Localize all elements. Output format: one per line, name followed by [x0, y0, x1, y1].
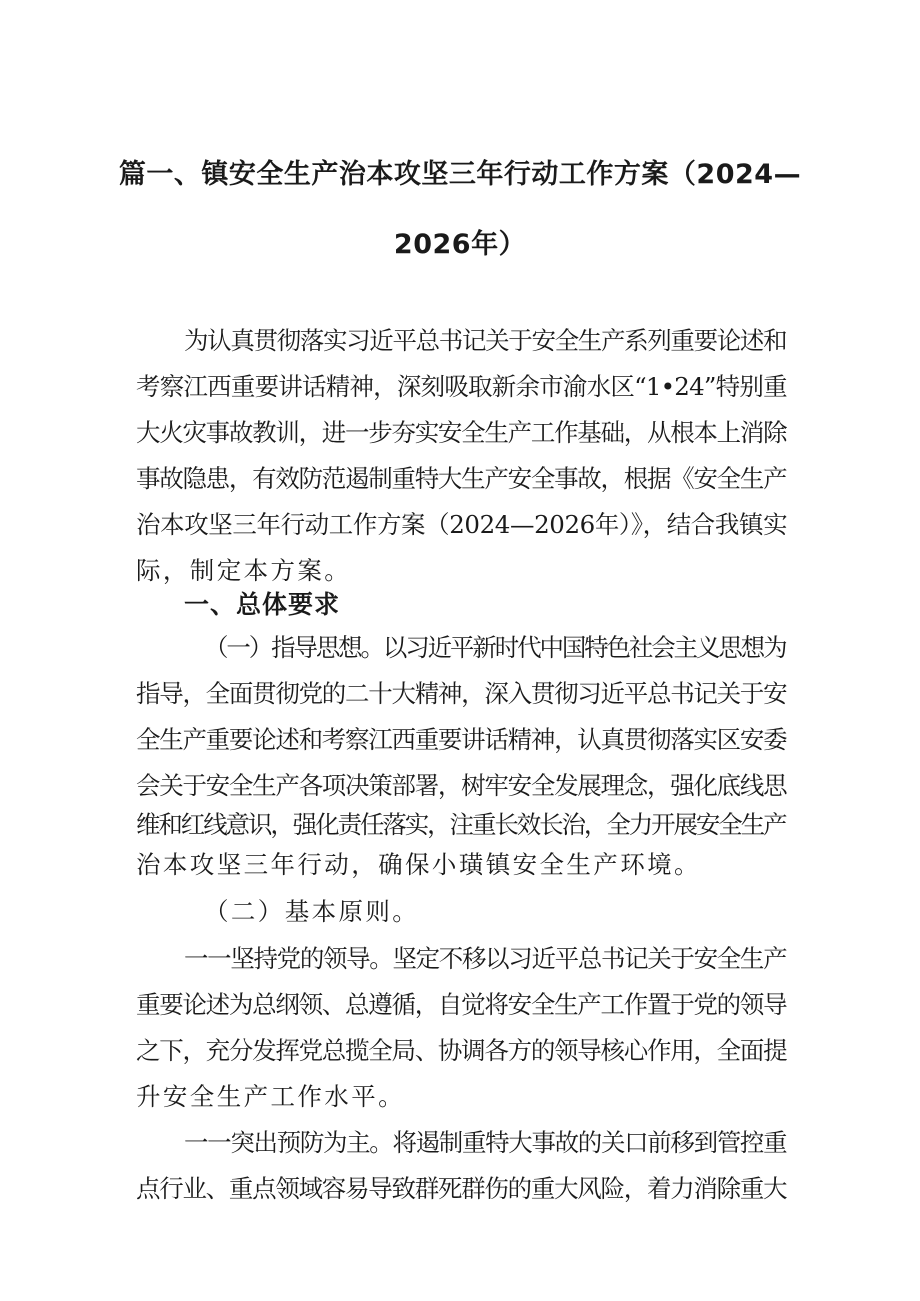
intro-paragraph-line: 治本攻坚三年行动工作方案（2024—2026年）》，结合我镇实 [136, 510, 788, 539]
party-paragraph-line: 一一坚持党的领导。坚定不移以习近平总书记关于安全生产 [184, 944, 787, 973]
section-heading: 一、总体要求 [184, 590, 341, 619]
prevention-paragraph-line: 点行业、重点领域容易导致群死群伤的重大风险，着力消除重大 [136, 1174, 787, 1203]
guiding-paragraph-line: 全生产重要论述和考察江西重要讲话精神，认真贯彻落实区安委 [136, 725, 787, 754]
intro-paragraph-line: 考察江西重要讲话精神，深刻吸取新余市渝水区“1•24”特别重 [136, 372, 787, 401]
document-title-line-2: 2026年） [393, 229, 527, 260]
guiding-paragraph-line: 治本攻坚三年行动，确保小璜镇安全生产环境。 [136, 850, 701, 879]
prevention-paragraph-line: 一一突出预防为主。将遏制重特大事故的关口前移到管控重 [184, 1128, 787, 1157]
guiding-paragraph-line: 维和红线意识，强化责任落实，注重长效长治，全力开展安全生产 [136, 810, 786, 839]
document-title-line-1: 篇一、镇安全生产治本攻坚三年行动工作方案（2024— [118, 159, 802, 190]
party-paragraph-line: 重要论述为总纲领、总遵循，自觉将安全生产工作置于党的领导 [136, 990, 787, 1019]
guiding-paragraph-line: 指导，全面贯彻党的二十大精神，深入贯彻习近平总书记关于安 [136, 679, 787, 708]
guiding-paragraph-line: （一）指导思想。以习近平新时代中国特色社会主义思想为 [204, 633, 786, 662]
principles-heading: （二）基本原则。 [204, 897, 420, 926]
intro-paragraph-line: 事故隐患，有效防范遏制重特大生产安全事故，根据《安全生产 [136, 464, 787, 493]
party-paragraph-line: 升安全生产工作水平。 [136, 1082, 405, 1111]
intro-paragraph-line: 为认真贯彻落实习近平总书记关于安全生产系列重要论述和 [184, 326, 787, 355]
party-paragraph-line: 之下，充分发挥党总揽全局、协调各方的领导核心作用，全面提 [136, 1036, 787, 1065]
intro-paragraph-line: 大火灾事故教训，进一步夯实安全生产工作基础，从根本上消除 [136, 418, 787, 447]
guiding-paragraph-line: 会关于安全生产各项决策部署，树牢安全发展理念，强化底线思 [136, 771, 787, 800]
intro-paragraph-line: 际，制定本方案。 [136, 556, 352, 585]
